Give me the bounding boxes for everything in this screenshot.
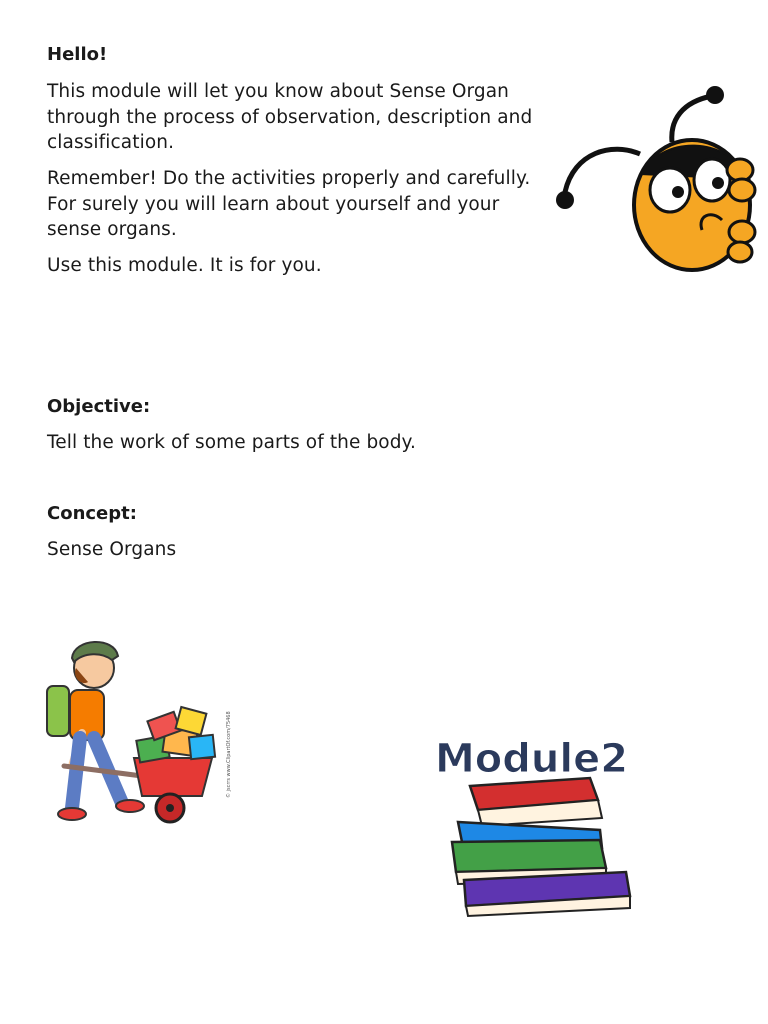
- module-label: Module2: [435, 736, 629, 782]
- objective-text: Tell the work of some parts of the body.: [47, 432, 416, 453]
- greeting-heading: Hello!: [47, 44, 108, 65]
- intro-paragraph-1: This module will let you know about Sense Organ through the process of observation, description and classification.: [47, 81, 533, 153]
- bee-mascot-icon: [552, 80, 757, 275]
- book-stack-icon: [430, 730, 645, 920]
- boy-with-book-wheelbarrow-icon: [42, 638, 242, 828]
- concept-text: Sense Organs: [47, 539, 177, 560]
- objective-heading: Objective:: [47, 396, 151, 417]
- clipart-credit: © jscrrs www.ClipartOf.com/75468: [226, 711, 232, 798]
- intro-paragraph-2: Remember! Do the activities properly and carefully. For surely you will learn about yourself and your sense organs.: [47, 168, 531, 240]
- intro-paragraph-3: Use this module. It is for you.: [47, 255, 322, 276]
- concept-heading: Concept:: [47, 503, 137, 524]
